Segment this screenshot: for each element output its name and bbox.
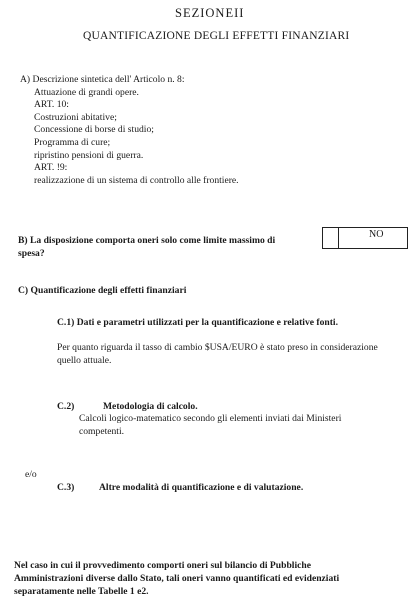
c2-label: C.2)	[57, 401, 75, 412]
c1-text: Per quanto riguarda il tasso di cambio $USA/EURO è stato preso in considerazione	[57, 342, 378, 353]
c2-text-cont: competenti.	[79, 426, 125, 437]
and-or-label: e/o	[25, 469, 37, 480]
section-title: SEZIONEII	[175, 6, 245, 20]
footer-note-cont: Amministrazioni diverse dallo Stato, tali oneri vanno quantificati ed evidenziati	[14, 573, 340, 584]
answer-box-divider	[338, 227, 339, 249]
c2-text: Calcoli logico-matematico secondo gli elementi inviati dai Ministeri	[79, 413, 342, 424]
section-a-heading: A) Descrizione sintetica dell' Articolo n. 8:	[20, 74, 185, 85]
list-item: ART. !9:	[34, 162, 68, 174]
c3-label: C.3)	[57, 482, 75, 493]
c1-heading: C.1) Dati e parametri utilizzati per la quantificazione e relative fonti.	[57, 317, 339, 328]
list-item: Concessione di borse di studio;	[34, 124, 154, 136]
c1-text-cont: quello attuale.	[57, 355, 112, 366]
answer-value: NO	[369, 229, 384, 240]
section-b-question-cont: spesa?	[18, 248, 45, 259]
footer-note: Nel caso in cui il provvedimento comporti oneri sul bilancio di Pubbliche	[14, 560, 311, 571]
answer-box	[322, 227, 408, 249]
page-subtitle: QUANTIFICAZIONE DEGLI EFFETTI FINANZIARI	[83, 30, 350, 42]
list-item: realizzazione di un sistema di controllo alle frontiere.	[34, 174, 239, 186]
list-item: Attuazione di grandi opere.	[34, 86, 139, 98]
list-item: Programma di cure;	[34, 136, 111, 148]
list-item: ripristino pensioni di guerra.	[34, 149, 144, 161]
list-item: Costruzioni abitative;	[34, 111, 117, 123]
list-item: ART. 10:	[34, 99, 69, 111]
footer-note-end: separatamente nelle Tabelle 1 e2.	[14, 586, 149, 597]
section-b-question: B) La disposizione comporta oneri solo come limite massimo di	[18, 235, 276, 246]
c3-heading: Altre modalità di quantificazione e di valutazione.	[99, 482, 304, 493]
section-c-heading: C) Quantificazione degli effetti finanziari	[18, 285, 187, 296]
c2-heading: Metodologia di calcolo.	[103, 401, 198, 412]
section-a-list	[34, 87, 239, 188]
